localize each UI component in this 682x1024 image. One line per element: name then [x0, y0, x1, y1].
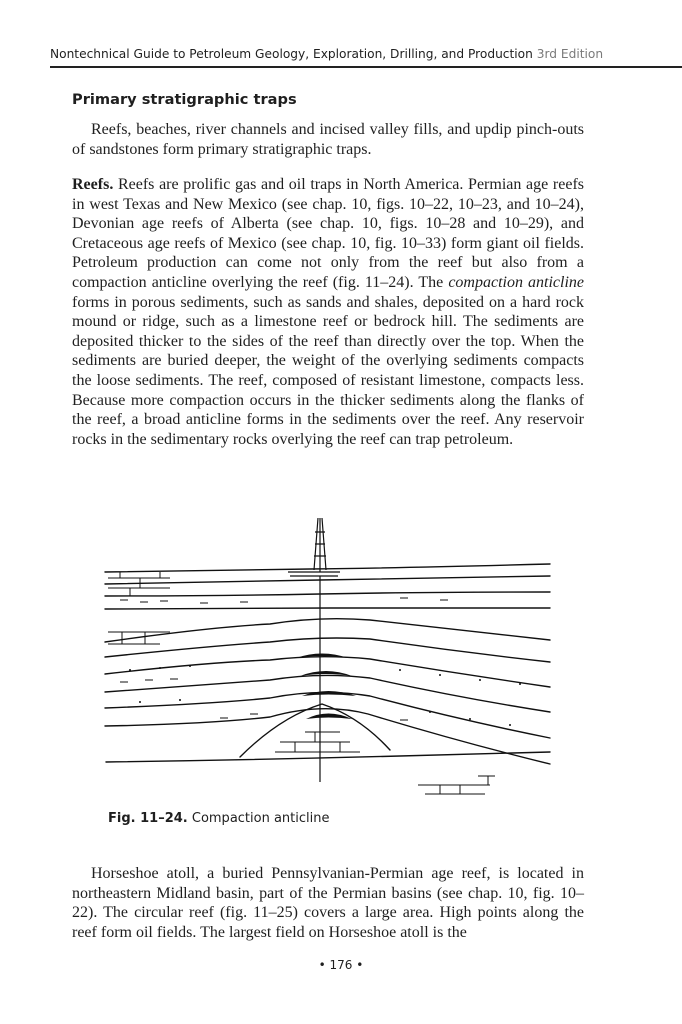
reefs-paragraph — [72, 175, 584, 449]
reefs-text-1: Reefs are prolific gas and oil traps in North America. Permian age reefs in west Texas and New Mexico (see chap. 10, figs. 10–22, 10–23, and 10–24), Devonian age reefs of Alberta (see chap. 10, figs. 10–28 and 10–29), and Cretaceous age reefs of Mexico (see chap. 10, fig. 10–33) form giant oil fields. Petroleum production can come not only from the reef but also from a compaction anticline overlying the reef (fig. 11–24). The — [72, 176, 584, 291]
compaction-anticline-figure — [100, 512, 555, 804]
figure-caption-text: Compaction anticline — [187, 811, 330, 826]
book-title: Nontechnical Guide to Petroleum Geology, Exploration, Drilling, and Production — [50, 47, 533, 61]
reefs-text-2: forms in porous sediments, such as sands and shales, deposited on a hard rock mound or ridge, such as a limestone reef or bedrock hill. The sediments are deposited thicker to the sides of the reef than directly over the top. When the sediments are buried deeper, the weight of the overlying sediments compacts the loose sediments. The reef, composed of resistant limestone, compacts less. Because more compaction occurs in the thicker sediments along the flanks of the reef, a broad anticline forms in the sediments over the reef. Any reservoir rocks in the sedimentary rocks overlying the reef can trap petroleum. — [72, 293, 584, 448]
page-number: • 176 • — [318, 958, 364, 972]
horseshoe-paragraph: Horseshoe atoll, a buried Pennsylvanian-Permian age reef, is located in northeastern Midland basin, part of the Permian basins (see chap. 10, fig. 10–22). The circular reef (fig. 11–25) covers a large area. High points along the reef form oil fields. The largest field on Horseshoe atoll is the — [72, 865, 584, 941]
figure-label: Fig. 11–24. — [108, 811, 188, 826]
intro-paragraph: Reefs, beaches, river channels and incised valley fills, and updip pinch-outs of sandstones form primary stratigraphic traps. — [72, 121, 584, 158]
running-header — [50, 44, 682, 68]
section-heading: Primary stratigraphic traps — [72, 91, 297, 108]
figure-caption — [108, 811, 329, 826]
edition-label: 3rd Edition — [536, 47, 604, 61]
compaction-anticline-term: compaction anticline — [448, 273, 584, 291]
reefs-lead: Reefs. — [72, 176, 114, 193]
